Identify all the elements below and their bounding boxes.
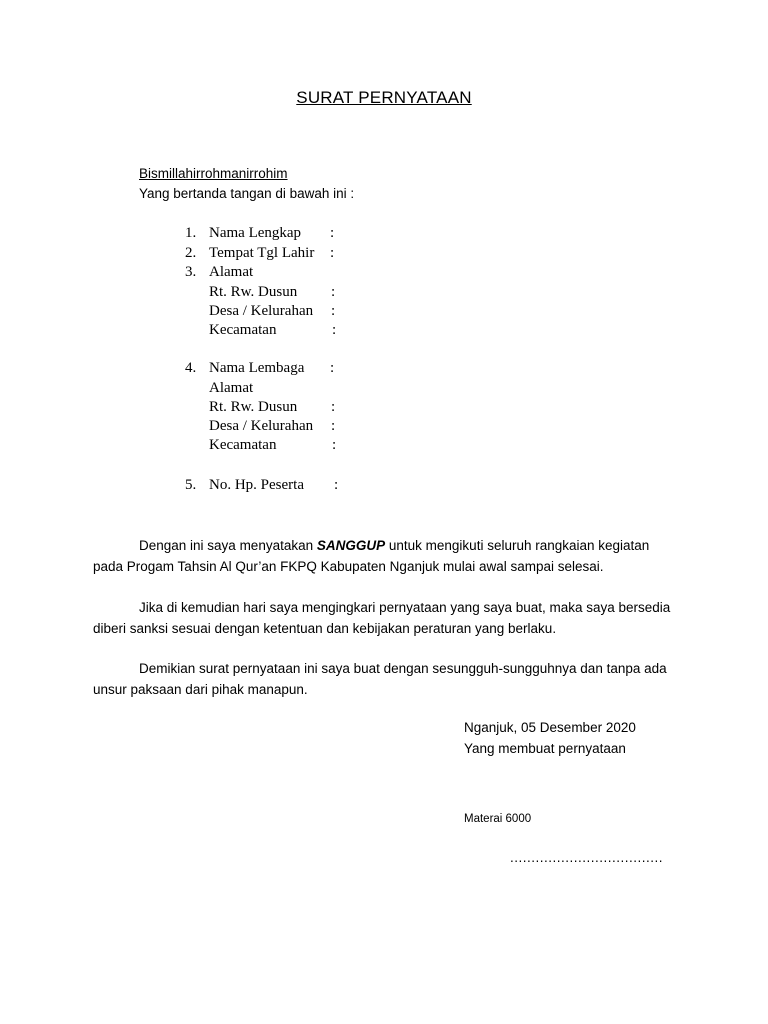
form-label: Desa / Kelurahan (209, 303, 314, 319)
intro-text: Yang bertanda tangan di bawah ini : (139, 186, 355, 201)
form-number: 3. (185, 264, 197, 280)
form-label: Alamat (209, 264, 254, 280)
form-number: 1. (185, 225, 197, 241)
form-label: Rt. Rw. Dusun (209, 284, 298, 300)
closing-paragraph (93, 658, 683, 700)
page-title: SURAT PERNYATAAN (296, 88, 472, 107)
form-label: Rt. Rw. Dusun (209, 399, 298, 415)
form-colon: : (334, 477, 339, 493)
statement-text-after: untuk mengikuti seluruh rangkaian kegiatan pada Progam Tahsin Al Qur’an FKPQ Kabupaten Nganjuk mulai awal sampai selesai. (93, 538, 650, 574)
form-label: Nama Lengkap (209, 225, 302, 241)
form-colon: : (330, 245, 335, 261)
form-colon: : (330, 360, 335, 376)
form-label: Kecamatan (209, 322, 277, 338)
form-label: Nama Lembaga (209, 360, 305, 376)
form-colon: : (331, 303, 336, 319)
form-colon: : (332, 437, 337, 453)
form-colon: : (331, 284, 336, 300)
form-label: Tempat Tgl Lahir (209, 245, 315, 261)
signature-line: .................................... (510, 850, 664, 865)
form-colon: : (331, 418, 336, 434)
form-label: Kecamatan (209, 437, 277, 453)
sanction-text: Jika di kemudian hari saya mengingkari pernyataan yang saya buat, maka saya bersedia diberi sanksi sesuai dengan ketentuan dan kebijakan peraturan yang berlaku. (93, 600, 671, 636)
form-colon: : (332, 322, 337, 338)
statement-paragraph (93, 535, 683, 577)
form-number: 5. (185, 477, 197, 493)
form-number: 2. (185, 245, 197, 261)
place-date: Nganjuk, 05 Desember 2020 (464, 720, 636, 735)
signer-role: Yang membuat pernyataan (464, 741, 626, 756)
form-label: No. Hp. Peserta (209, 477, 304, 493)
form-colon: : (330, 225, 335, 241)
closing-text: Demikian surat pernyataan ini saya buat dengan sesungguh-sungguhnya dan tanpa ada unsur paksaan dari pihak manapun. (93, 661, 667, 697)
statement-text-before: Dengan ini saya menyatakan (139, 538, 317, 553)
greeting: Bismillahirrohmanirrohim (139, 166, 288, 181)
sanction-paragraph (93, 597, 683, 639)
form-number: 4. (185, 360, 197, 376)
form-label: Desa / Kelurahan (209, 418, 314, 434)
form-colon: : (331, 399, 336, 415)
statement-emphasis: SANGGUP (316, 538, 386, 553)
stamp-label: Materai 6000 (464, 813, 532, 825)
form-label: Alamat (209, 380, 254, 396)
